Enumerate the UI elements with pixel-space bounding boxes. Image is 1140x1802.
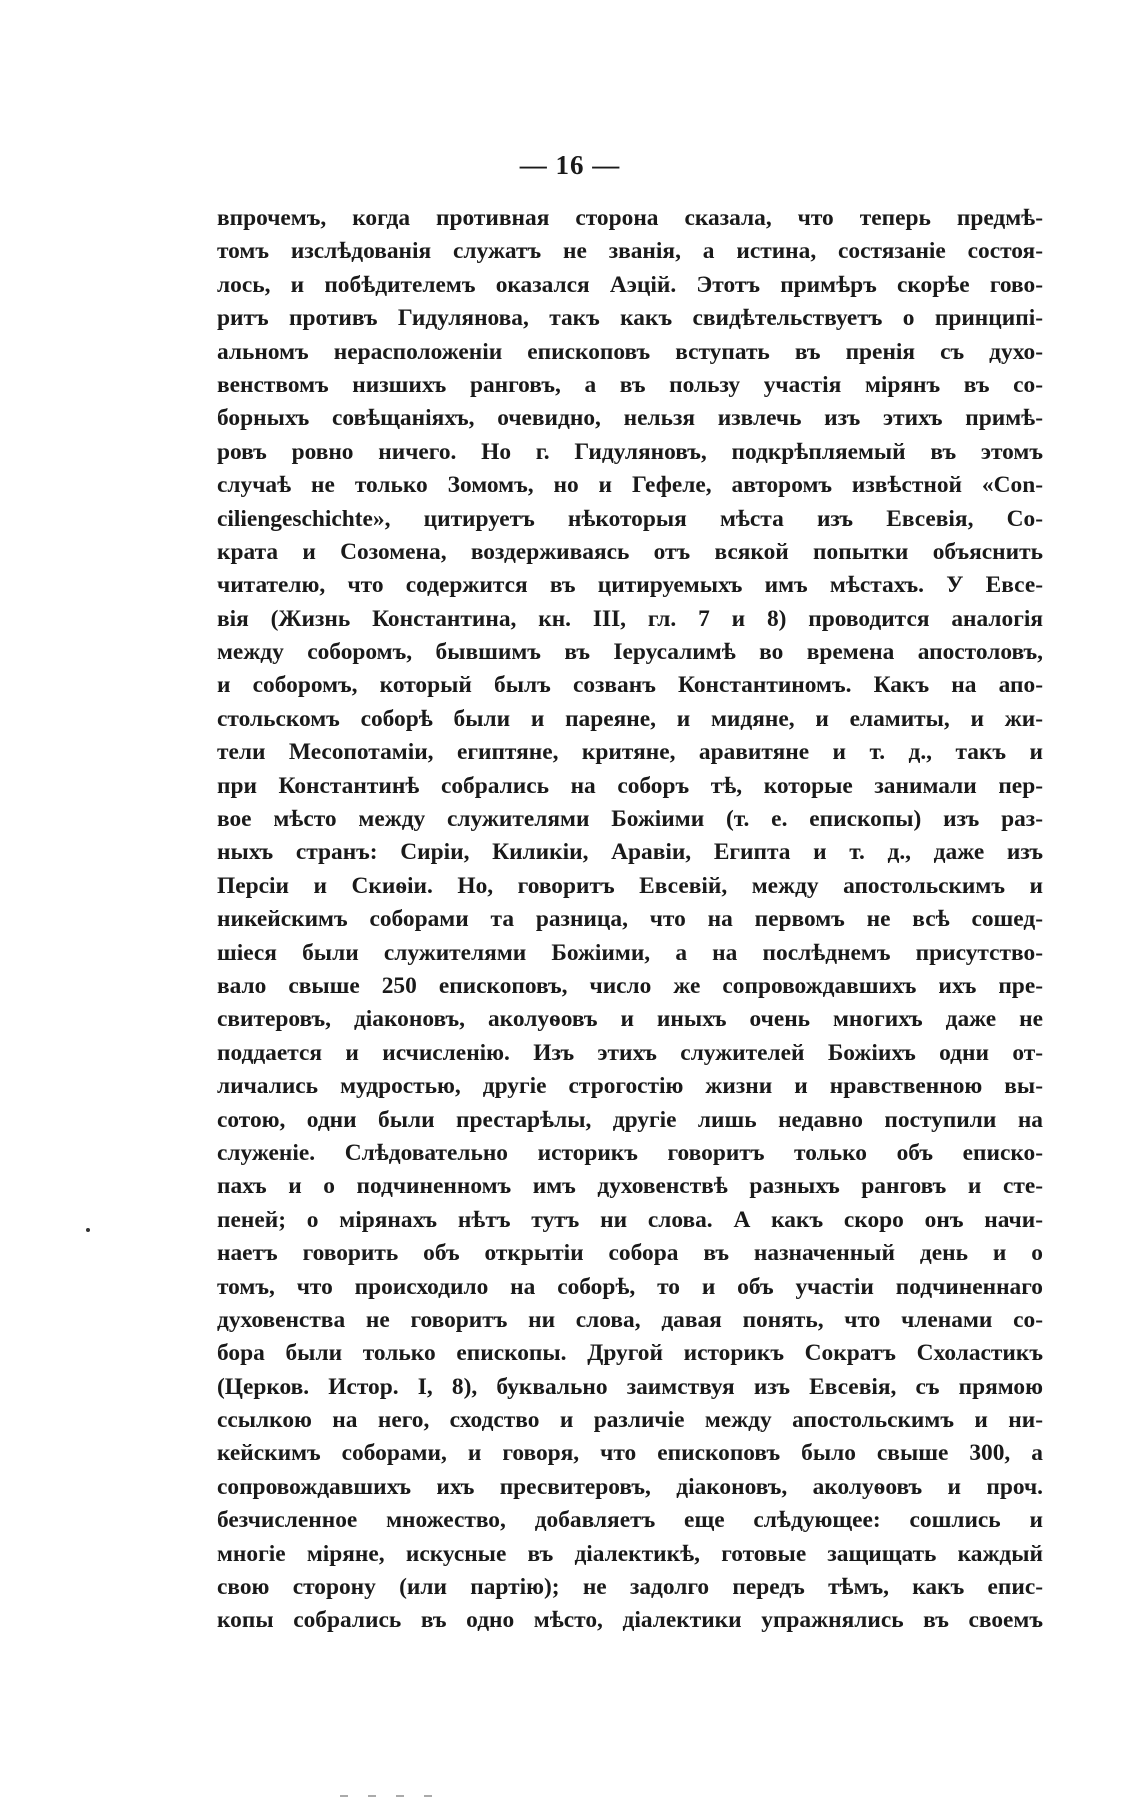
text-line: наетъ говорить объ открытіи собора въ назначенный день и о (217, 1240, 1043, 1267)
margin-speck (86, 1228, 90, 1232)
text-line: впрочемъ, когда противная сторона сказала, что теперь предмѣ- (217, 205, 1043, 231)
text-line: ссылкою на него, сходство и различіе между апостольскимъ и ни- (217, 1407, 1043, 1434)
text-line: вало свыше 250 епископовъ, число же сопровождавшихъ ихъ пре- (217, 972, 1043, 999)
text-line: свитеровъ, діаконовъ, аколуѳовъ и иныхъ очень многихъ даже не (217, 1006, 1043, 1033)
text-line: вія (Жизнь Константина, кн. III, гл. 7 и 8) проводится аналогія (217, 605, 1043, 632)
scan-mark (396, 1795, 404, 1797)
text-line: венствомъ низшихъ ранговъ, а въ пользу участія мірянъ въ со- (217, 371, 1043, 398)
text-line: безчисленное множество, добавляетъ еще слѣдующее: сошлись и (217, 1507, 1043, 1534)
text-line: поддается и исчисленію. Изъ этихъ служителей Божіихъ одни от- (217, 1039, 1043, 1066)
text-line: при Константинѣ собрались на соборъ тѣ, которые занимали пер- (217, 772, 1043, 799)
text-line: альномъ нерасположеніи епископовъ вступать въ пренія съ духо- (217, 338, 1043, 365)
text-line: лось, и побѣдителемъ оказался Аэцій. Этотъ примѣръ скорѣе гово- (217, 271, 1043, 298)
page-number: — 16 — (519, 150, 621, 180)
scan-mark (368, 1795, 376, 1797)
text-line: личались мудростью, другіе строгостію жизни и нравственною вы- (217, 1073, 1043, 1100)
text-line: кейскимъ соборами, и говоря, что епископовъ было свыше 300, а (217, 1440, 1043, 1467)
text-line: томъ изслѣдованія служатъ не званія, а истина, состязаніе состоя- (217, 238, 1043, 265)
text-line: пахъ и о подчиненномъ имъ духовенствѣ разныхъ ранговъ и сте- (217, 1173, 1043, 1200)
text-line: ровъ ровно ничего. Но г. Гидуляновъ, подкрѣпляемый въ этомъ (217, 438, 1043, 465)
body-text (217, 202, 1043, 1638)
text-line: крата и Созомена, воздерживаясь отъ всякой попытки объяснить (217, 538, 1043, 565)
text-line: случаѣ не только Зомомъ, но и Гефеле, авторомъ извѣстной «Con- (217, 472, 1043, 499)
text-line: никейскимъ соборами та разница, что на первомъ не всѣ сошед- (217, 906, 1043, 933)
text-line: между соборомъ, бывшимъ въ Іерусалимѣ во времена апостоловъ, (217, 639, 1043, 666)
text-line: служеніе. Слѣдовательно историкъ говоритъ только объ еписко- (217, 1139, 1043, 1166)
text-line: копы собрались въ одно мѣсто, діалектики упражнялись въ своемъ (217, 1607, 1043, 1634)
text-line: ныхъ странъ: Сиріи, Киликіи, Аравіи, Египта и т. д., даже изъ (217, 839, 1043, 866)
text-line: борныхъ совѣщаніяхъ, очевидно, нельзя извлечь изъ этихъ примѣ- (217, 405, 1043, 432)
text-line: стольскомъ соборѣ были и пареяне, и мидяне, и еламиты, и жи- (217, 705, 1043, 732)
text-line: пеней; о мірянахъ нѣтъ тутъ ни слова. А какъ скоро онъ начи- (217, 1206, 1043, 1233)
text-line: читателю, что содержится въ цитируемыхъ имъ мѣстахъ. У Евсе- (217, 572, 1043, 599)
text-line: ciliengeschichte», цитируетъ нѣкоторыя мѣста изъ Евсевія, Со- (217, 505, 1043, 532)
text-line: томъ, что происходило на соборѣ, то и объ участіи подчиненнаго (217, 1273, 1043, 1300)
text-line: бора были только епископы. Другой историкъ Сократъ Схоластикъ (217, 1340, 1043, 1367)
text-line: сотою, одни были престарѣлы, другіе лишь недавно поступили на (217, 1106, 1043, 1133)
text-line: многіе міряне, искусные въ діалектикѣ, готовые защищать каждый (217, 1540, 1043, 1567)
text-line: духовенства не говоритъ ни слова, давая понять, что членами со- (217, 1306, 1043, 1333)
text-line: и соборомъ, который былъ созванъ Константиномъ. Какъ на апо- (217, 672, 1043, 699)
text-line: свою сторону (или партію); не задолго передъ тѣмъ, какъ епис- (217, 1574, 1043, 1601)
scan-mark (340, 1795, 348, 1797)
text-line: вое мѣсто между служителями Божіими (т. е. епископы) изъ раз- (217, 806, 1043, 833)
text-line: шіеся были служителями Божіими, а на послѣднемъ присутство- (217, 939, 1043, 966)
text-line: тели Месопотаміи, египтяне, критяне, аравитяне и т. д., такъ и (217, 739, 1043, 766)
text-line: Персіи и Скиѳіи. Но, говоритъ Евсевій, между апостольскимъ и (217, 872, 1043, 899)
text-line: ритъ противъ Гидулянова, такъ какъ свидѣтельствуетъ о принципі- (217, 305, 1043, 332)
bottom-scan-marks (340, 1790, 540, 1794)
text-line: (Церков. Истор. I, 8), буквально заимствуя изъ Евсевія, съ прямою (217, 1373, 1043, 1400)
text-line: сопровождавшихъ ихъ пресвитеровъ, діаконовъ, аколуѳовъ и проч. (217, 1473, 1043, 1500)
scan-mark (424, 1795, 432, 1797)
